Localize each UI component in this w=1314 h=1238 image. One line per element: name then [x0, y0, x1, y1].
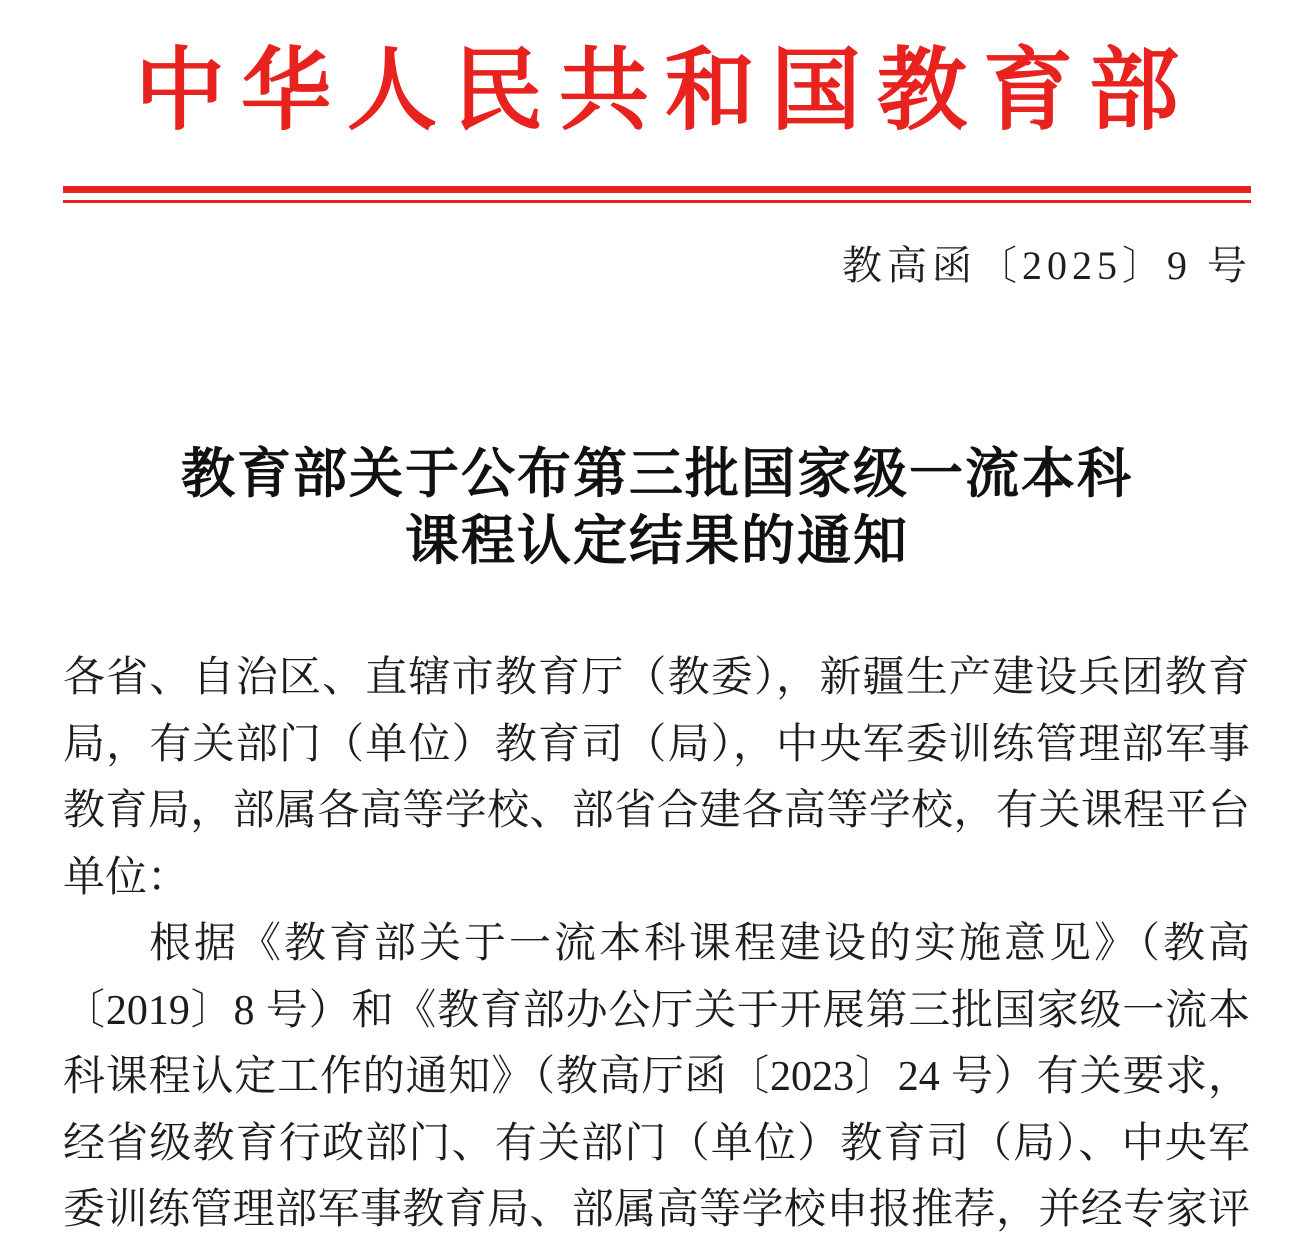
body-line: 各省、自治区、直辖市教育厅（教委），新疆生产建设兵团教育: [63, 655, 1250, 701]
masthead-rule-thick: [63, 186, 1251, 193]
masthead-rule-thin: [63, 200, 1251, 203]
body-line: 单位：: [63, 854, 190, 901]
body-line: 局，有关部门（单位）教育司（局），中央军委训练管理部军事: [63, 721, 1250, 768]
notice-title: [63, 441, 1251, 575]
doc-number: 教高函〔2025〕9 号: [842, 243, 1252, 288]
body-line: 〔2019〕8 号）和《教育部办公厅关于开展第三批国家级一流本: [63, 987, 1250, 1034]
body-line: 委训练管理部军事教育局、部属高等学校申报推荐，并经专家评: [63, 1187, 1250, 1233]
notice-body: [63, 645, 1250, 1238]
masthead-title: 中华人民共和国教育部: [135, 42, 1195, 141]
body-line: 根据《教育部关于一流本科课程建设的实施意见》（教高: [149, 921, 1250, 967]
body-line: 教育局，部属各高等学校、部省合建各高等学校，有关课程平台: [63, 788, 1250, 834]
body-line: 经省级教育行政部门、有关部门（单位）教育司（局）、中央军: [63, 1120, 1250, 1167]
notice-title-line2: 课程认定结果的通知: [405, 511, 909, 571]
body-line: 科课程认定工作的通知》（教高厅函〔2023〕24 号）有关要求，: [63, 1054, 1250, 1100]
notice-title-line1: 教育部关于公布第三批国家级一流本科: [181, 444, 1133, 504]
